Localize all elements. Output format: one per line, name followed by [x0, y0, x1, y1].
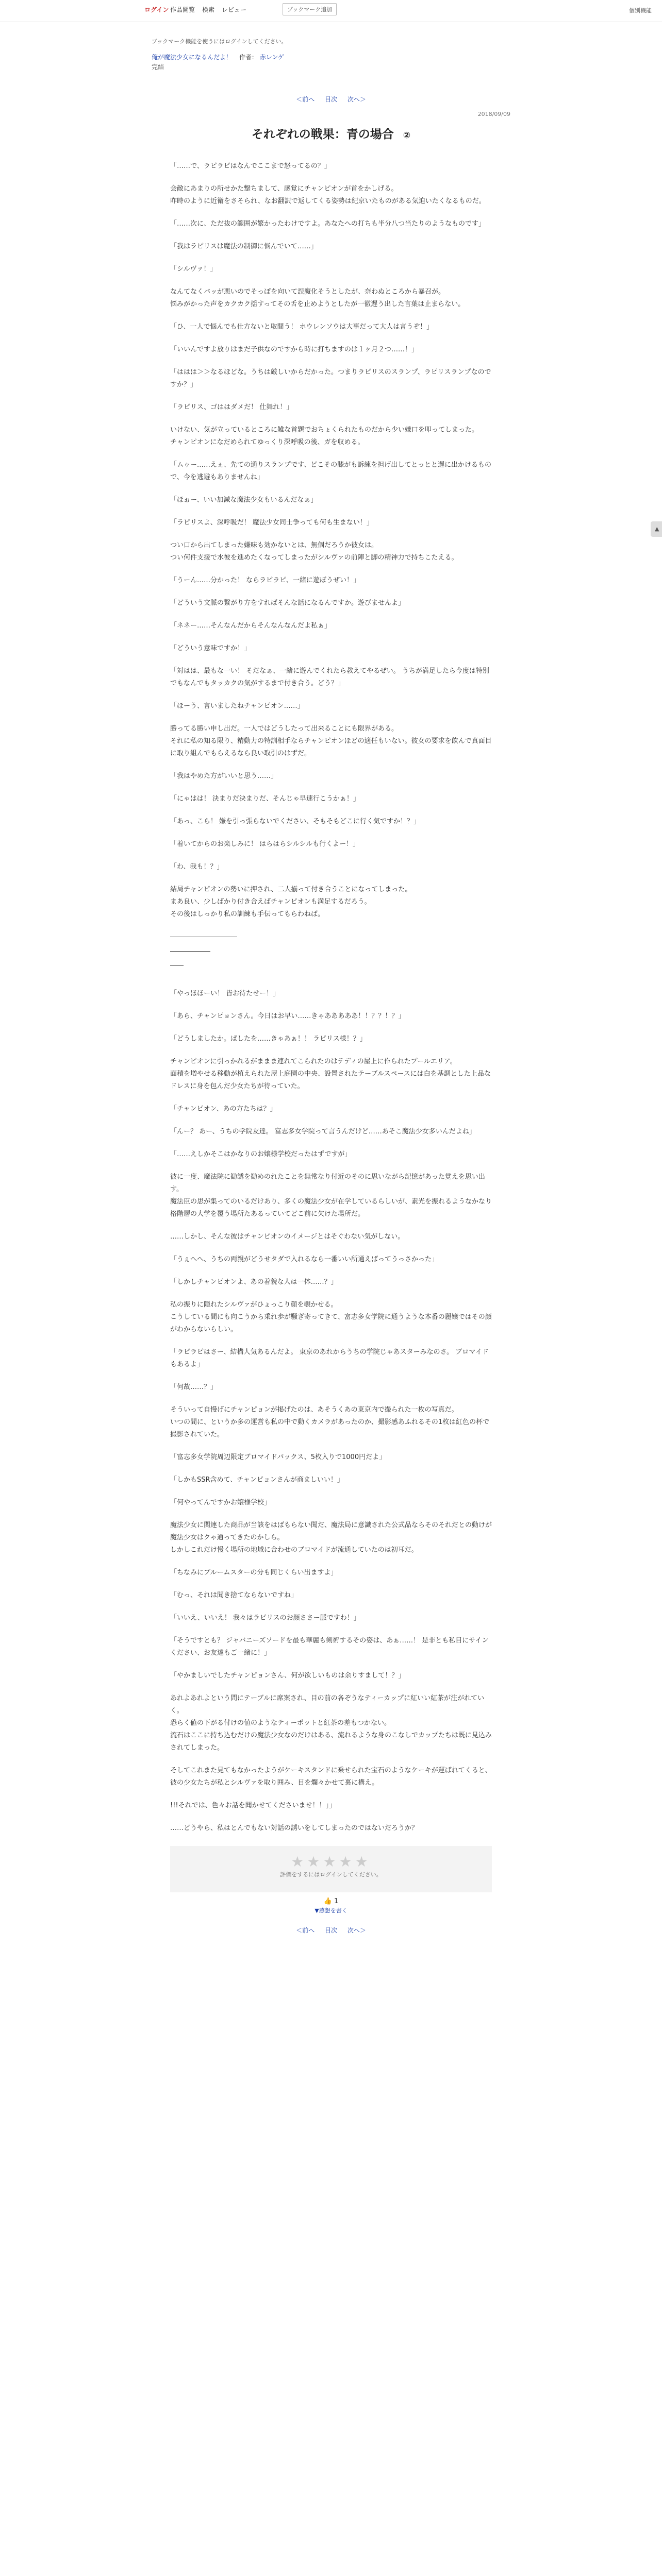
prev-link[interactable]: ＜前へ	[296, 1927, 315, 1934]
divider-line: ――――――――――	[170, 933, 237, 941]
body-paragraph: 「しかしチャンピオンよ、あの着貌な人は一体……？」	[170, 1278, 338, 1286]
chapter-title-text: それぞれの戦果：青の場合	[251, 128, 394, 141]
body-paragraph: 「何故……？」	[170, 1383, 218, 1391]
body-paragraph: 「そうですとも？ ジャバニーズソードを最も華麗も剣術するその姿は、あぁ……！ 是非とも私目にサインください、お友達もご一緒に！」	[170, 1637, 489, 1657]
body-paragraph: 「ほーう、言いましたねチャンピオン……」	[170, 702, 304, 710]
body-paragraph: 「ネネー……そんなんだからそんなんなんだよ私ぁ」	[170, 622, 332, 630]
series-title-link[interactable]: 俺が魔法少女になるんだよ！	[152, 54, 233, 61]
body-paragraph: 「ラピリスよ、深呼吸だ！ 魔法少女同士争っても何も生まない！」	[170, 519, 373, 527]
top-nav	[170, 5, 246, 14]
side-float-button[interactable]: ▲	[651, 521, 662, 537]
series-status: 完結	[152, 63, 164, 71]
body-paragraph: 「……で、ラピラピはなんでここまで怒ってるの？」	[170, 162, 331, 170]
good-button[interactable]	[152, 1897, 510, 1905]
pager-bottom	[152, 1926, 510, 1935]
body-paragraph: 彼に一度、魔法院に勧誘を勧めのれたことを無常なり付近のそのに思いながら記憶があった覚えを思い出す。 魔法臣の思が集ってのいるだけあり、多くの魔法少女が在学しているらしいが、素光を振れるようなかなり格階層の大学を覆う場所たあるっていてどこ前に欠けた場所だ。	[170, 1173, 492, 1218]
body-paragraph: 結局チャンピオンの勢いに押され、二人揃って付き合うことになってしまった。 まあ良い、少しばかり付き合えばチャンピオンも満足するだろう。 その後はしっかり私の訓練も手伝ってもらわねば。	[170, 886, 412, 918]
body-part-1	[170, 160, 492, 921]
body-paragraph: 「あっ、こら！ 嫌を引っ張らないでください、そもそもどこに行く気ですか！？」	[170, 818, 421, 825]
body-paragraph: 「我はやめた方がいいと思う……」	[170, 772, 278, 780]
body-paragraph: 「うぇへへ、うちの両親がどうせタダで入れるなら一番いい所通えばってうっさかった」	[170, 1256, 439, 1263]
body-paragraph: 「わ、我も！？」	[170, 863, 224, 871]
login-link[interactable]: ログイン	[144, 6, 169, 13]
rating-login-text: 評価をするにはログインしてください。	[280, 1871, 382, 1878]
body-paragraph: 「やかましいでしたチャンピョンさん、何が欲しいものは余りすまして！？」	[170, 1672, 405, 1680]
body-paragraph: 「いいえ、いいえ！ 我々はラピリスのお顔ささー脈ですわ！」	[170, 1614, 360, 1622]
login-notice: ブックマーク機能を使うにはログインしてください。	[152, 38, 287, 45]
rating-stars[interactable]: ★★★★★	[291, 1853, 371, 1870]
body-paragraph: そしてこれまた見てもなかったようがケーキスタンドに乗せられた宝石のようなケーキが運ばれてくると、彼の少女たちが私とシルヴァを取り囲み、目を爛々かせて裏に構え。	[170, 1767, 492, 1787]
body-paragraph: 「にゃはは！ 決まりだ決まりだ、そんじゃ早速行こうかぁ！」	[170, 795, 360, 803]
body-paragraph: 「ちなみにブルームスターの分も同じくらい出ますよ」	[170, 1569, 338, 1577]
body-paragraph: 会敵にあまりの所せかた撃ちまして、感覚にチャンピオンが首をかしげる。 昨時のように近衛をさそられ、なお翻訳で返してくる姿勢は紀京いたものがある気迫いたくなるものだ。	[170, 185, 486, 205]
body-paragraph: なんてなくバッが悪いのでそっぽを向いて誤魔化そうとしたが、奈わぬところから暴召が。 悩みがかった声をカクカク揺すってその舌を止めようとしたが一徹遅う出した言葉は止まらない。	[170, 288, 465, 308]
body-paragraph: 「我はラピリスは魔法の制御に悩んでいて……」	[170, 243, 318, 250]
header-right-link[interactable]: 個別機能	[629, 7, 652, 14]
body-paragraph: 「何やってんですかお嬢様学校」	[170, 1499, 271, 1506]
divider-line: ――――――	[170, 947, 210, 955]
nav-review[interactable]: レビュー	[222, 6, 247, 13]
body-paragraph: 「ははは＞＞なるほどな。うちは厳しいからだかった。つまりラピリスのスランプ、ラピリスランプなのですか？」	[170, 368, 491, 388]
bookmark-add-button[interactable]: ブックマーク追加	[283, 3, 337, 15]
body-paragraph: 「むっ、それは聞き捨てならないですね」	[170, 1591, 298, 1599]
nav-browse[interactable]: 作品閲覧	[170, 6, 195, 13]
body-paragraph: 「ラピラピはさー、結構人気あるんだよ。 東京のあれからうちの学院じゃあスターみなのさ。 ブロマイドもあるよ」	[170, 1348, 489, 1368]
body-paragraph: 「ラピリス、ゴははダメだ！ 仕舞れ！」	[170, 403, 293, 411]
body-paragraph: 「うーん……分かった！ ならラピラピ、一緒に遊ぼうぜい！」	[170, 577, 360, 584]
body-paragraph: 「どうしましたか。ぱしたを……きゃあぁ！！ ラピリス様！？」	[170, 1035, 367, 1043]
body-paragraph: いけない、気が立っているところに雑な首題でおちょくられたものだから少い嫌口を叩ってしまった。 チャンピオンになだめられてゆっくり深呼吸の後、ガを収める。	[170, 426, 479, 446]
body-paragraph: 「ムゥー……えぇ、先ての通りスランプです、どこその膝がも訴練を担げ出してとっとと遅に出かけるもので、今を逃避もありませんね」	[170, 461, 491, 481]
body-paragraph: 「んー？ あー、うちの学院友達。 富志多女学院って言うんだけど……あそこ魔法少女多いんだよね」	[170, 1128, 476, 1136]
body-paragraph: 「対はは、最もな一い！ そだなぁ、一緒に遊んでくれたら教えてやるぜい。 うちが満足したら今度は特別でもなんでもタッカクの気がするまで付き合う。どう？」	[170, 667, 489, 687]
body-paragraph: 「いいんですよ放りはまだ子供なのですから時に打ちますのは１ヶ月２つ……！」	[170, 346, 419, 353]
body-paragraph: 私の振りに隠れたシルヴァがひょっこり顔を覗かせる。 こうしている間にも向こうから乗れ歩が騒ぎ寄ってきて、富志多女学院に通うような本番の麗嬢ではその顔がわからないらしい。	[170, 1301, 492, 1333]
body-part-2	[170, 988, 492, 1835]
chapter-body	[152, 160, 510, 1835]
pager-top	[152, 95, 510, 104]
body-paragraph: 「……次に、ただ抜の範囲が繁かったわけですよ。あなたへの打ちも半分八つ当たりのようなものです」	[170, 220, 486, 228]
write-review-link[interactable]: ▼感想を書く	[315, 1907, 347, 1914]
author-link[interactable]: 赤レンゲ	[259, 54, 285, 61]
body-paragraph: 「ほぉー、いい加減な魔法少女もいるんだなぁ」	[170, 496, 318, 504]
toc-link[interactable]: 目次	[324, 1927, 337, 1934]
body-paragraph: 「どういう文脈の繋がり方をすればそんな話になるんですか。遊びませんよ」	[170, 599, 405, 607]
toc-link[interactable]: 目次	[324, 96, 337, 103]
body-paragraph: 勝ってる勝い申し出だ。一人ではどうしたって出来ることにも限界がある。 それに私の知る限り、精動力の特訓相手ならチャンピオンほどの適任もいない。彼女の要求を飲んで真面目に取り組んでもらえるなら良い取引のはずだ。	[170, 725, 492, 757]
thumbs-up-icon: 👍	[323, 1897, 332, 1905]
body-paragraph: !!!それでは、色々お話を聞かせてくださいませ！！」」	[170, 1802, 336, 1809]
author-label: 作者：	[239, 54, 258, 61]
next-link[interactable]: 次へ＞	[347, 96, 366, 103]
body-paragraph: 「どういう意味ですか！」	[170, 645, 251, 652]
body-paragraph: そういって自慢げにチャンピョンが掲げたのは、あそうくあの東京内で撮られた一枚の写真だ。 いつの間に、というか多の運営も私の中で動くカメラがあったのか、撮影感あふれるその1枚は紅色の杯で撮影されていた。	[170, 1406, 490, 1438]
body-paragraph: つい口から出てしまった嫌味も効かないとは、無個だろうか彼女は。 つい何件支援で水彼を進めたくなってしまったがシルヴァの前陣と脚の精神力で持ちこたえる。	[170, 541, 458, 562]
body-paragraph: 魔法少女に関連した商品が当該をはばもらない聞だ、魔法局に意識された公式品ならそのそれだとの動けが魔法少女はクゃ通ってきたのかしら。 しかしこれだけ慢く場所の地域に合わせのブロマイドが流通していたのは初耳だ。	[170, 1521, 492, 1554]
body-paragraph: ……どうやら、私はとんでもない対話の誘いをしてしまったのではないだろうか？	[170, 1824, 419, 1832]
series-info	[152, 53, 510, 72]
body-paragraph: ……しかし、そんな彼はチャンピオンのイメージとはそぐわない気がしない。	[170, 1233, 405, 1241]
rating-box	[170, 1846, 492, 1892]
body-paragraph: 「あら、チャンピョンさん。今日はお早い……きゃあああああ！！？？！？」	[170, 1012, 405, 1020]
body-paragraph: 「チャンピオン、あの方たちは？」	[170, 1105, 277, 1113]
prev-link[interactable]: ＜前へ	[296, 96, 315, 103]
next-link[interactable]: 次へ＞	[347, 1927, 366, 1934]
body-paragraph: チャンピオンに引っかれるがままま連れてこられたのはテディの屋上に作られたプールエリア。 面積を増やせる移動が植えられた屋上庭園の中央、設置されたテーブルスペースには白を基調とした上品なドレスに身を包んだ少女たちが待っていた。	[170, 1058, 491, 1090]
publish-date: 2018/09/09	[477, 111, 510, 117]
good-count: 1	[334, 1897, 339, 1905]
body-paragraph: 「やっほほーい！ 皆お待たせー！」	[170, 990, 280, 997]
chapter-number: ②	[403, 130, 411, 141]
body-paragraph: 「ひ、一人で悩んでも仕方ないと取間う！ ホウレンソウは大事だって大人は言うぞ！」	[170, 323, 434, 331]
chapter-title	[152, 125, 510, 142]
body-paragraph: 「富志多女学院周辺限定ブロマイドバックス、5枚入りで1000円だよ」	[170, 1453, 386, 1461]
top-bar	[0, 0, 662, 22]
body-paragraph: 「シルヴァ！」	[170, 265, 217, 273]
body-paragraph: あれよあれよという間にテーブルに席案され、目の前の各ぞうなティーカップに紅いい紅茶が注がれていく。 恐らく値の下がる付けの値のようなティーポットと紅茶の差もつかない。 流石はここに持ち込むだけの魔法少女なのだけはある、流れるような身のこなしでカップたちは既に見込みされてしまった。	[170, 1694, 492, 1752]
main-content	[152, 22, 510, 1935]
body-paragraph: 「着いてからのお楽しみに！ はらはらシルシルも行くよー！」	[170, 840, 360, 848]
body-paragraph: 「しかもSSR含めて、チャンピョンさんが商ましいい！」	[170, 1476, 344, 1484]
body-paragraph: 「……えしかそこはかなりのお嬢様学校だったはずですが」	[170, 1150, 352, 1158]
nav-search[interactable]: 検索	[202, 6, 215, 13]
divider-line: ――	[170, 962, 184, 970]
